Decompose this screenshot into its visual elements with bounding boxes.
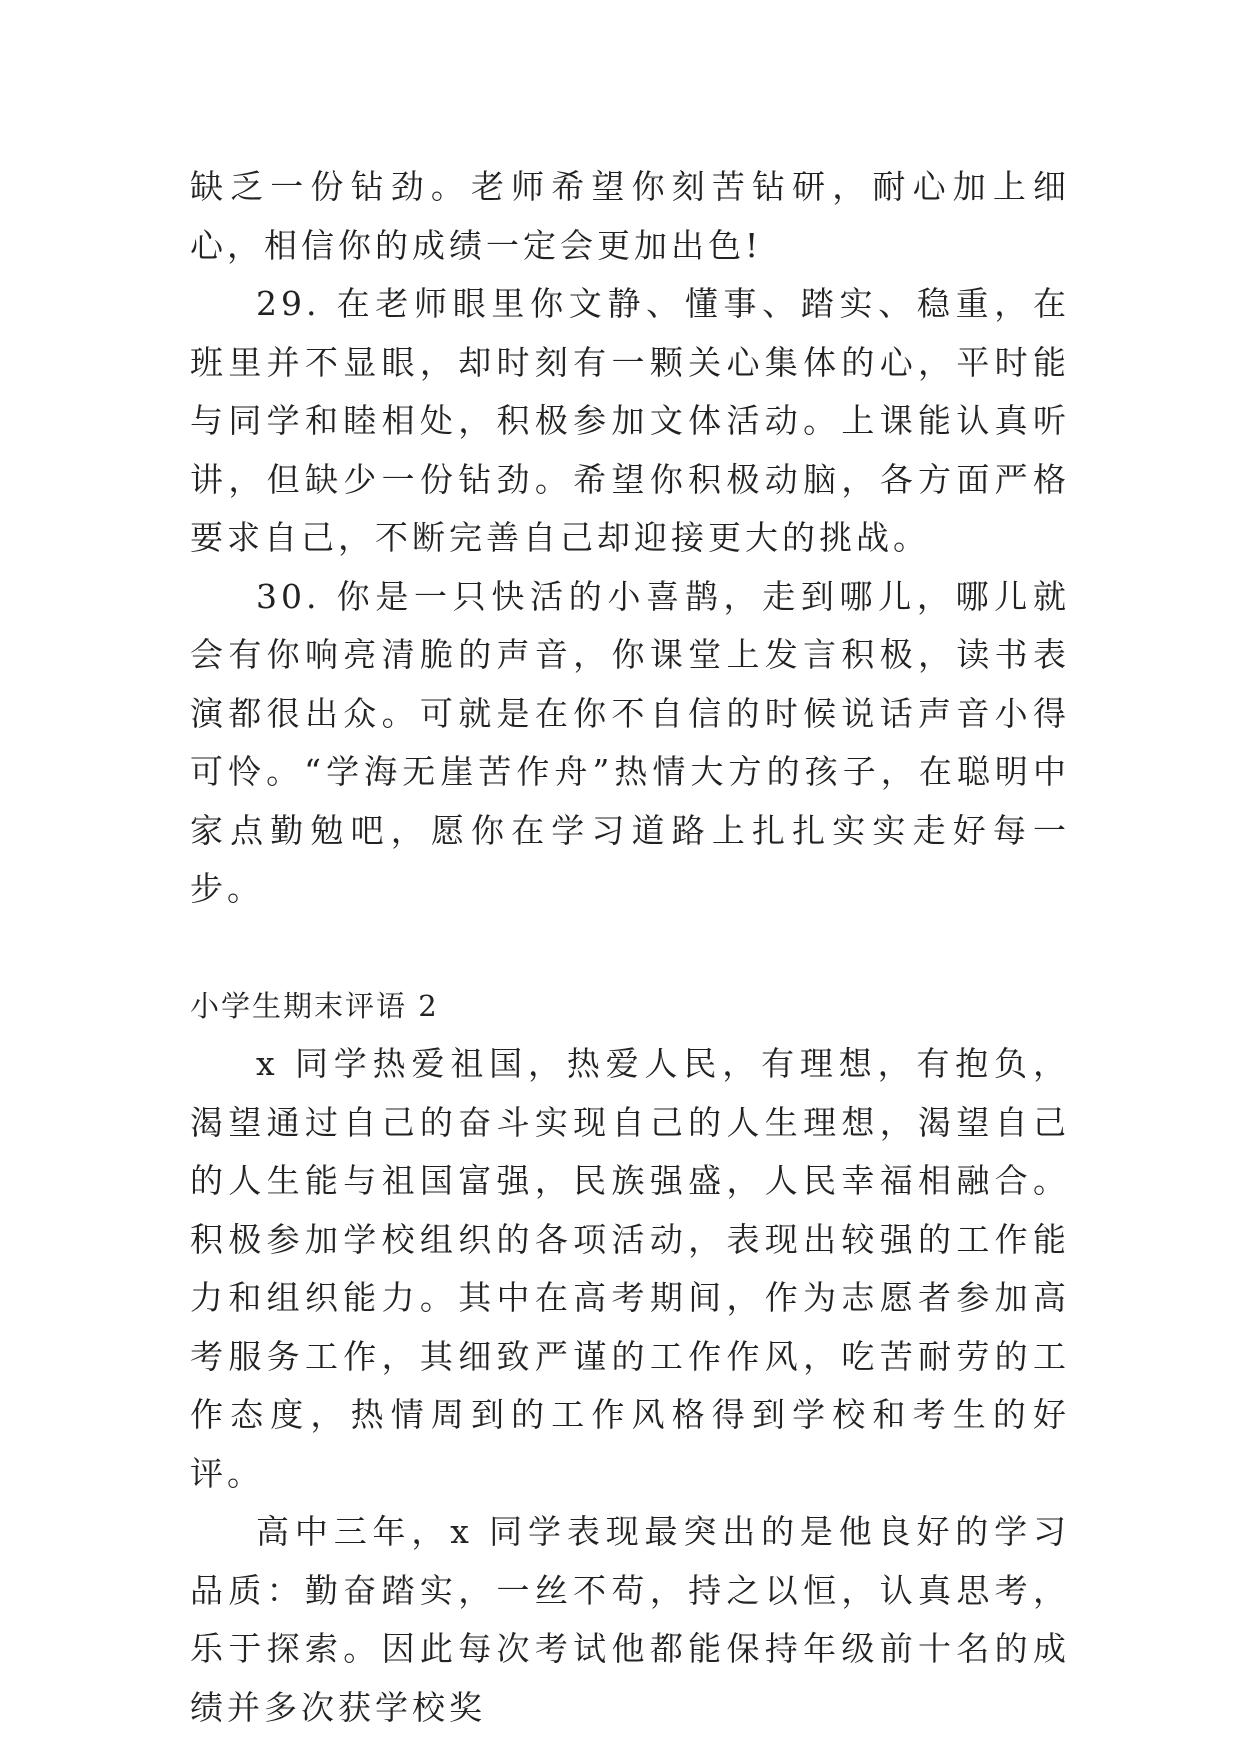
paragraph-section2-2: 高中三年，x 同学表现最突出的是他良好的学习品质：勤奋踏实，一丝不苟，持之以恒，认真思考，乐于探索。因此每次考试他都能保持年级前十名的成绩并多次获学校奖 xyxy=(190,1512,1070,1727)
document-body xyxy=(190,158,1070,1737)
paragraph-continuation: 缺乏一份钻劲。老师希望你刻苦钻研，耐心加上细心，相信你的成绩一定会更加出色! xyxy=(190,167,1070,265)
paragraph-comment-30: 30. 你是一只快活的小喜鹊，走到哪儿，哪儿就会有你响亮清脆的声音，你课堂上发言积极，读书表演都很出众。可就是在你不自信的时候说话声音小得可怜。“学海无崖苦作舟”热情大方的孩子，在聪明中家点勤勉吧，愿你在学习道路上扎扎实实走好每一步。 xyxy=(190,576,1070,908)
paragraph-comment-29: 29. 在老师眼里你文静、懂事、踏实、稳重，在班里并不显眼，却时刻有一颗关心集体的心，平时能与同学和睦相处，积极参加文体活动。上课能认真听讲，但缺少一份钻劲。希望你积极动脑，各方面严格要求自己，不断完善自己却迎接更大的挑战。 xyxy=(190,284,1070,557)
paragraph-section2-1: x 同学热爱祖国，热爱人民，有理想，有抱负，渴望通过自己的奋斗实现自己的人生理想，渴望自己的人生能与祖国富强，民族强盛，人民幸福相融合。积极参加学校组织的各项活动，表现出较强的工作能力和组织能力。其中在高考期间，作为志愿者参加高考服务工作，其细致严谨的工作作风，吃苦耐劳的工作态度，热情周到的工作风格得到学校和考生的好评。 xyxy=(190,1044,1070,1493)
section-heading: 小学生期末评语 2 xyxy=(190,988,439,1023)
